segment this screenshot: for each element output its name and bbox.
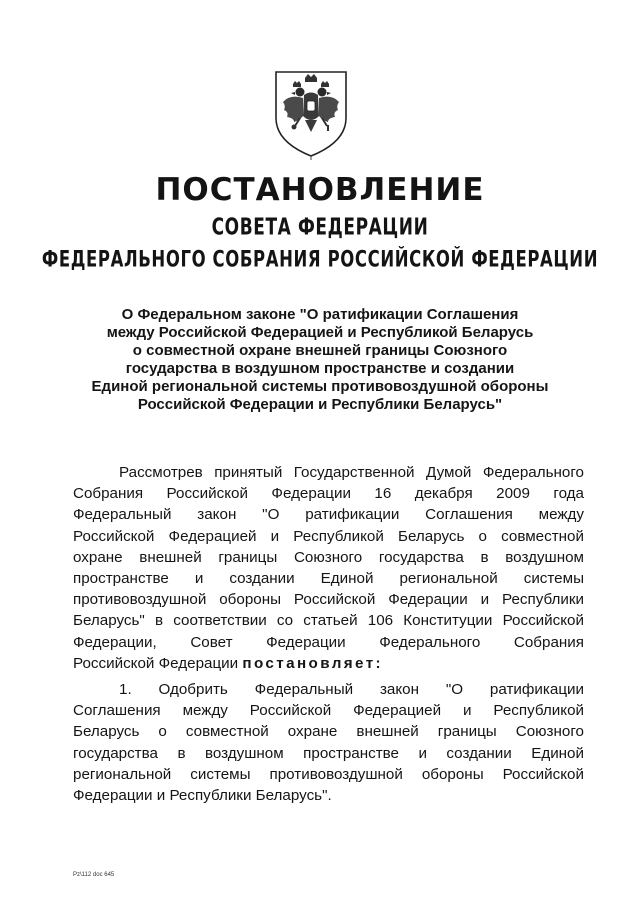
paragraph-line: охране внешней границы Союзного государства в воздушном: [73, 548, 584, 566]
paragraph-line: государства в воздушном пространстве и создании Единой: [73, 744, 584, 762]
subject-line: о совместной охране внешней границы Союзного: [132, 342, 508, 359]
paragraph-line: Федеральный закон "О ратификации Соглашения между: [73, 506, 584, 524]
subject-line: Единой региональной системы противовоздушной обороны: [91, 378, 549, 395]
document-type-title: ПОСТАНОВЛЕНИЕ: [155, 172, 485, 208]
issuer-line-1: СОВЕТА ФЕДЕРАЦИИ: [211, 214, 429, 241]
paragraph-line: Федерации и Республики Беларусь".: [73, 786, 332, 804]
paragraph-line: Российской Федерацией и Республикой Беларусь о совместной: [73, 527, 584, 545]
subject-line: Российской Федерации и Республики Беларусь": [137, 396, 503, 413]
issuer-line-2: ФЕДЕРАЛЬНОГО СОБРАНИЯ РОССИЙСКОЙ ФЕДЕРАЦИИ: [41, 246, 599, 272]
document-code: Pz\112 doc 645: [73, 872, 115, 878]
paragraph-line: Беларусь о совместной охране внешней границы Союзного: [73, 723, 584, 741]
preamble-paragraph: [73, 462, 584, 674]
paragraph-line: региональной системы противовоздушной обороны Российской: [73, 765, 584, 783]
operative-clause-1: [73, 679, 584, 806]
coat-of-arms-icon: [272, 68, 350, 160]
resolution-subject: [40, 306, 600, 414]
paragraph-line: Беларусь" в соответствии со статьей 106 Конституции Российской: [73, 612, 584, 630]
paragraph-line: Рассмотрев принятый Государственной Думой Федерального: [119, 464, 584, 481]
subject-line: государства в воздушном пространстве и создании: [125, 360, 515, 377]
paragraph-line: 1. Одобрить Федеральный закон "О ратификации: [119, 681, 584, 698]
paragraph-final-line: [73, 653, 584, 674]
subject-line: между Российской Федерацией и Республикой Беларусь: [106, 324, 534, 341]
paragraph-line: Соглашения между Российской Федерацией и Республикой: [73, 702, 584, 720]
paragraph-line: пространстве и создании Единой региональной системы: [73, 569, 584, 587]
operative-word: постановляет:: [242, 654, 383, 672]
subject-line: О Федеральном законе "О ратификации Соглашения: [121, 306, 519, 323]
paragraph-line: Собрания Российской Федерации 16 декабря 2009 года: [73, 485, 584, 503]
paragraph-line: противовоздушной обороны Российской Федерации и Республики: [73, 591, 584, 609]
final-line-text: Российской Федерации: [73, 654, 243, 672]
double-headed-eagle-icon: [272, 68, 350, 160]
paragraph-line: Федерации, Совет Федерации Федерального Собрания: [73, 633, 584, 651]
